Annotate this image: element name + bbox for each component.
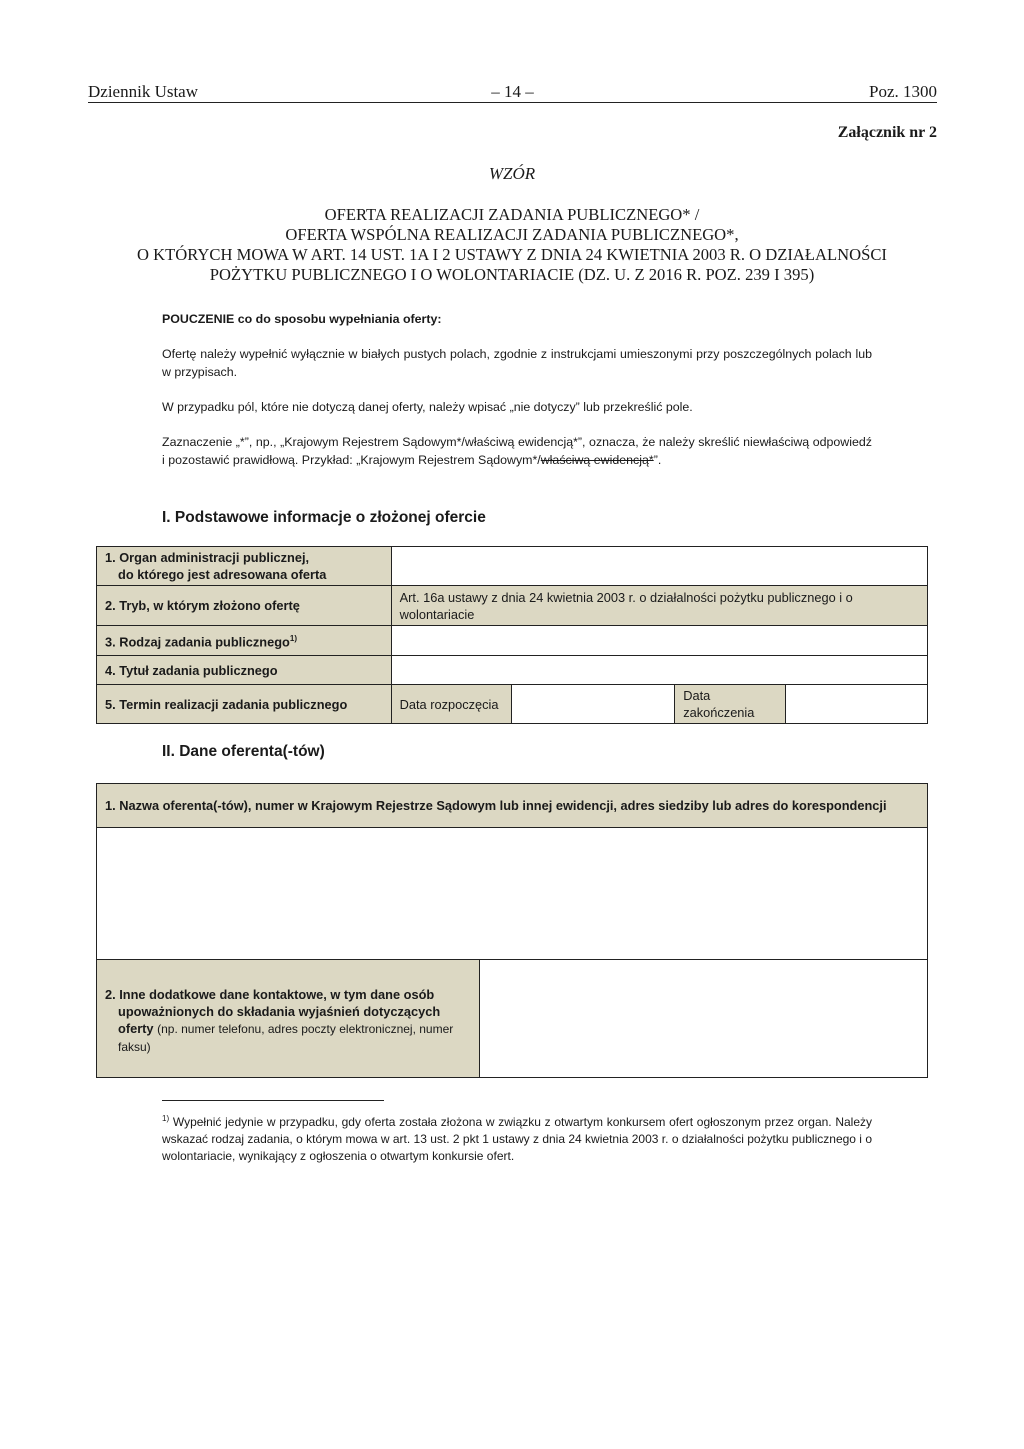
task-type-field[interactable] xyxy=(391,626,927,656)
title-line-3: O KTÓRYCH MOWA W ART. 14 UST. 1A I 2 USTAWY Z DNIA 24 KWIETNIA 2003 R. O DZIAŁALNOŚCI xyxy=(137,245,887,264)
task-term-label: 5. Termin realizacji zadania publicznego xyxy=(97,685,392,724)
footnote-text: Wypełnić jedynie w przypadku, gdy oferta została złożona w związku z otwartym konkursem ofert ogłoszonym przez organ. Należy wskazać rodzaj zadania, o którym mowa w art. 13 ust. 2 pkt 1 ustawy z dnia 24 kwietnia 2003 r. o działalności pożytku publicznego i o wolontariacie, wynikający z ogłoszenia o otwartym konkursie ofert. xyxy=(162,1115,873,1163)
mode-label: 2. Tryb, w którym złożono ofertę xyxy=(97,586,392,626)
task-title-label: 4. Tytuł zadania publicznego xyxy=(97,656,392,685)
struck-example: właściwą ewidencją* xyxy=(540,453,654,467)
start-date-field[interactable] xyxy=(511,685,675,724)
instructions-paragraph-2: W przypadku pól, które nie dotyczą danej oferty, należy wpisać „nie dotyczy” lub przekreślić pole. xyxy=(162,400,693,414)
instructions-heading: POUCZENIE co do sposobu wypełniania oferty: xyxy=(162,312,442,326)
task-type-label: 3. Rodzaj zadania publicznego$^{1)}$ xyxy=(97,626,392,656)
footnote-ref: 1) xyxy=(289,634,297,644)
start-date-label: Data rozpoczęcia xyxy=(391,685,511,724)
offeror-name-label: 1. Nazwa oferenta(-tów), numer w Krajowym Rejestrze Sądowym lub innej ewidencji, adres siedziby lub adres do korespondencji xyxy=(97,784,928,828)
instructions-p3-end: ”. xyxy=(653,453,662,467)
contact-data-label: 2. Inne dodatkowe dane kontaktowe, w tym dane osób upoważnionych do składania wyjaśnień dotyczących oferty (np. numer telefonu, adres poczty elektronicznej, numer faksu) xyxy=(97,960,480,1078)
instructions-p3-start: Zaznaczenie „*”, np., „Krajowym Rejestrem Sądowym*/właściwą ewidencją*”, oznacza, że należy skreślić niewłaściwą odpowiedź i pozostawić prawidłową. Przykład: „Krajowym Rejestrem Sądowym*/ xyxy=(162,435,872,467)
page-header xyxy=(88,82,937,102)
document-title xyxy=(90,205,934,285)
footnote xyxy=(162,1110,872,1165)
journal-name: Dziennik Ustaw xyxy=(88,82,199,101)
footnote-marker: 1) xyxy=(162,1114,170,1123)
position-number: Poz. 1300 xyxy=(869,82,937,101)
instructions-paragraph-3 xyxy=(162,433,872,469)
title-line-4: POŻYTKU PUBLICZNEGO I O WOLONTARIACIE (DZ. U. Z 2016 R. POZ. 239 I 395) xyxy=(209,265,815,284)
footnote-rule xyxy=(162,1100,384,1101)
section-1-title: I. Podstawowe informacje o złożonej ofercie xyxy=(162,509,486,526)
end-date-field[interactable] xyxy=(786,685,928,724)
instructions xyxy=(162,310,872,486)
section-2-title: II. Dane oferenta(-tów) xyxy=(162,743,325,760)
contact-data-field[interactable] xyxy=(479,960,927,1078)
end-date-label: Data zakończenia xyxy=(675,685,786,724)
offeror-name-field[interactable] xyxy=(97,828,928,960)
task-title-field[interactable] xyxy=(391,656,927,685)
organ-label: 1. Organ administracji publicznej, do którego jest adresowana oferta xyxy=(97,547,392,586)
mode-value: Art. 16a ustawy z dnia 24 kwietnia 2003 r. o działalności pożytku publicznego i o wolontariacie xyxy=(391,586,927,626)
organ-field[interactable] xyxy=(391,547,927,586)
title-line-1: OFERTA REALIZACJI ZADANIA PUBLICZNEGO* / xyxy=(324,205,700,224)
instructions-paragraph-1: Ofertę należy wypełnić wyłącznie w białych pustych polach, zgodnie z instrukcjami umieszonymi przy poszczególnych polach lub w przypisach. xyxy=(162,347,872,379)
basic-info-table xyxy=(96,546,928,724)
annex-label: Załącznik nr 2 xyxy=(837,124,937,141)
offeror-table xyxy=(96,783,928,1078)
header-rule xyxy=(88,102,937,103)
title-line-2: OFERTA WSPÓLNA REALIZACJI ZADANIA PUBLICZNEGO*, xyxy=(285,225,739,244)
template-label: WZÓR xyxy=(488,164,536,183)
page-number: – 14 – xyxy=(491,82,534,101)
